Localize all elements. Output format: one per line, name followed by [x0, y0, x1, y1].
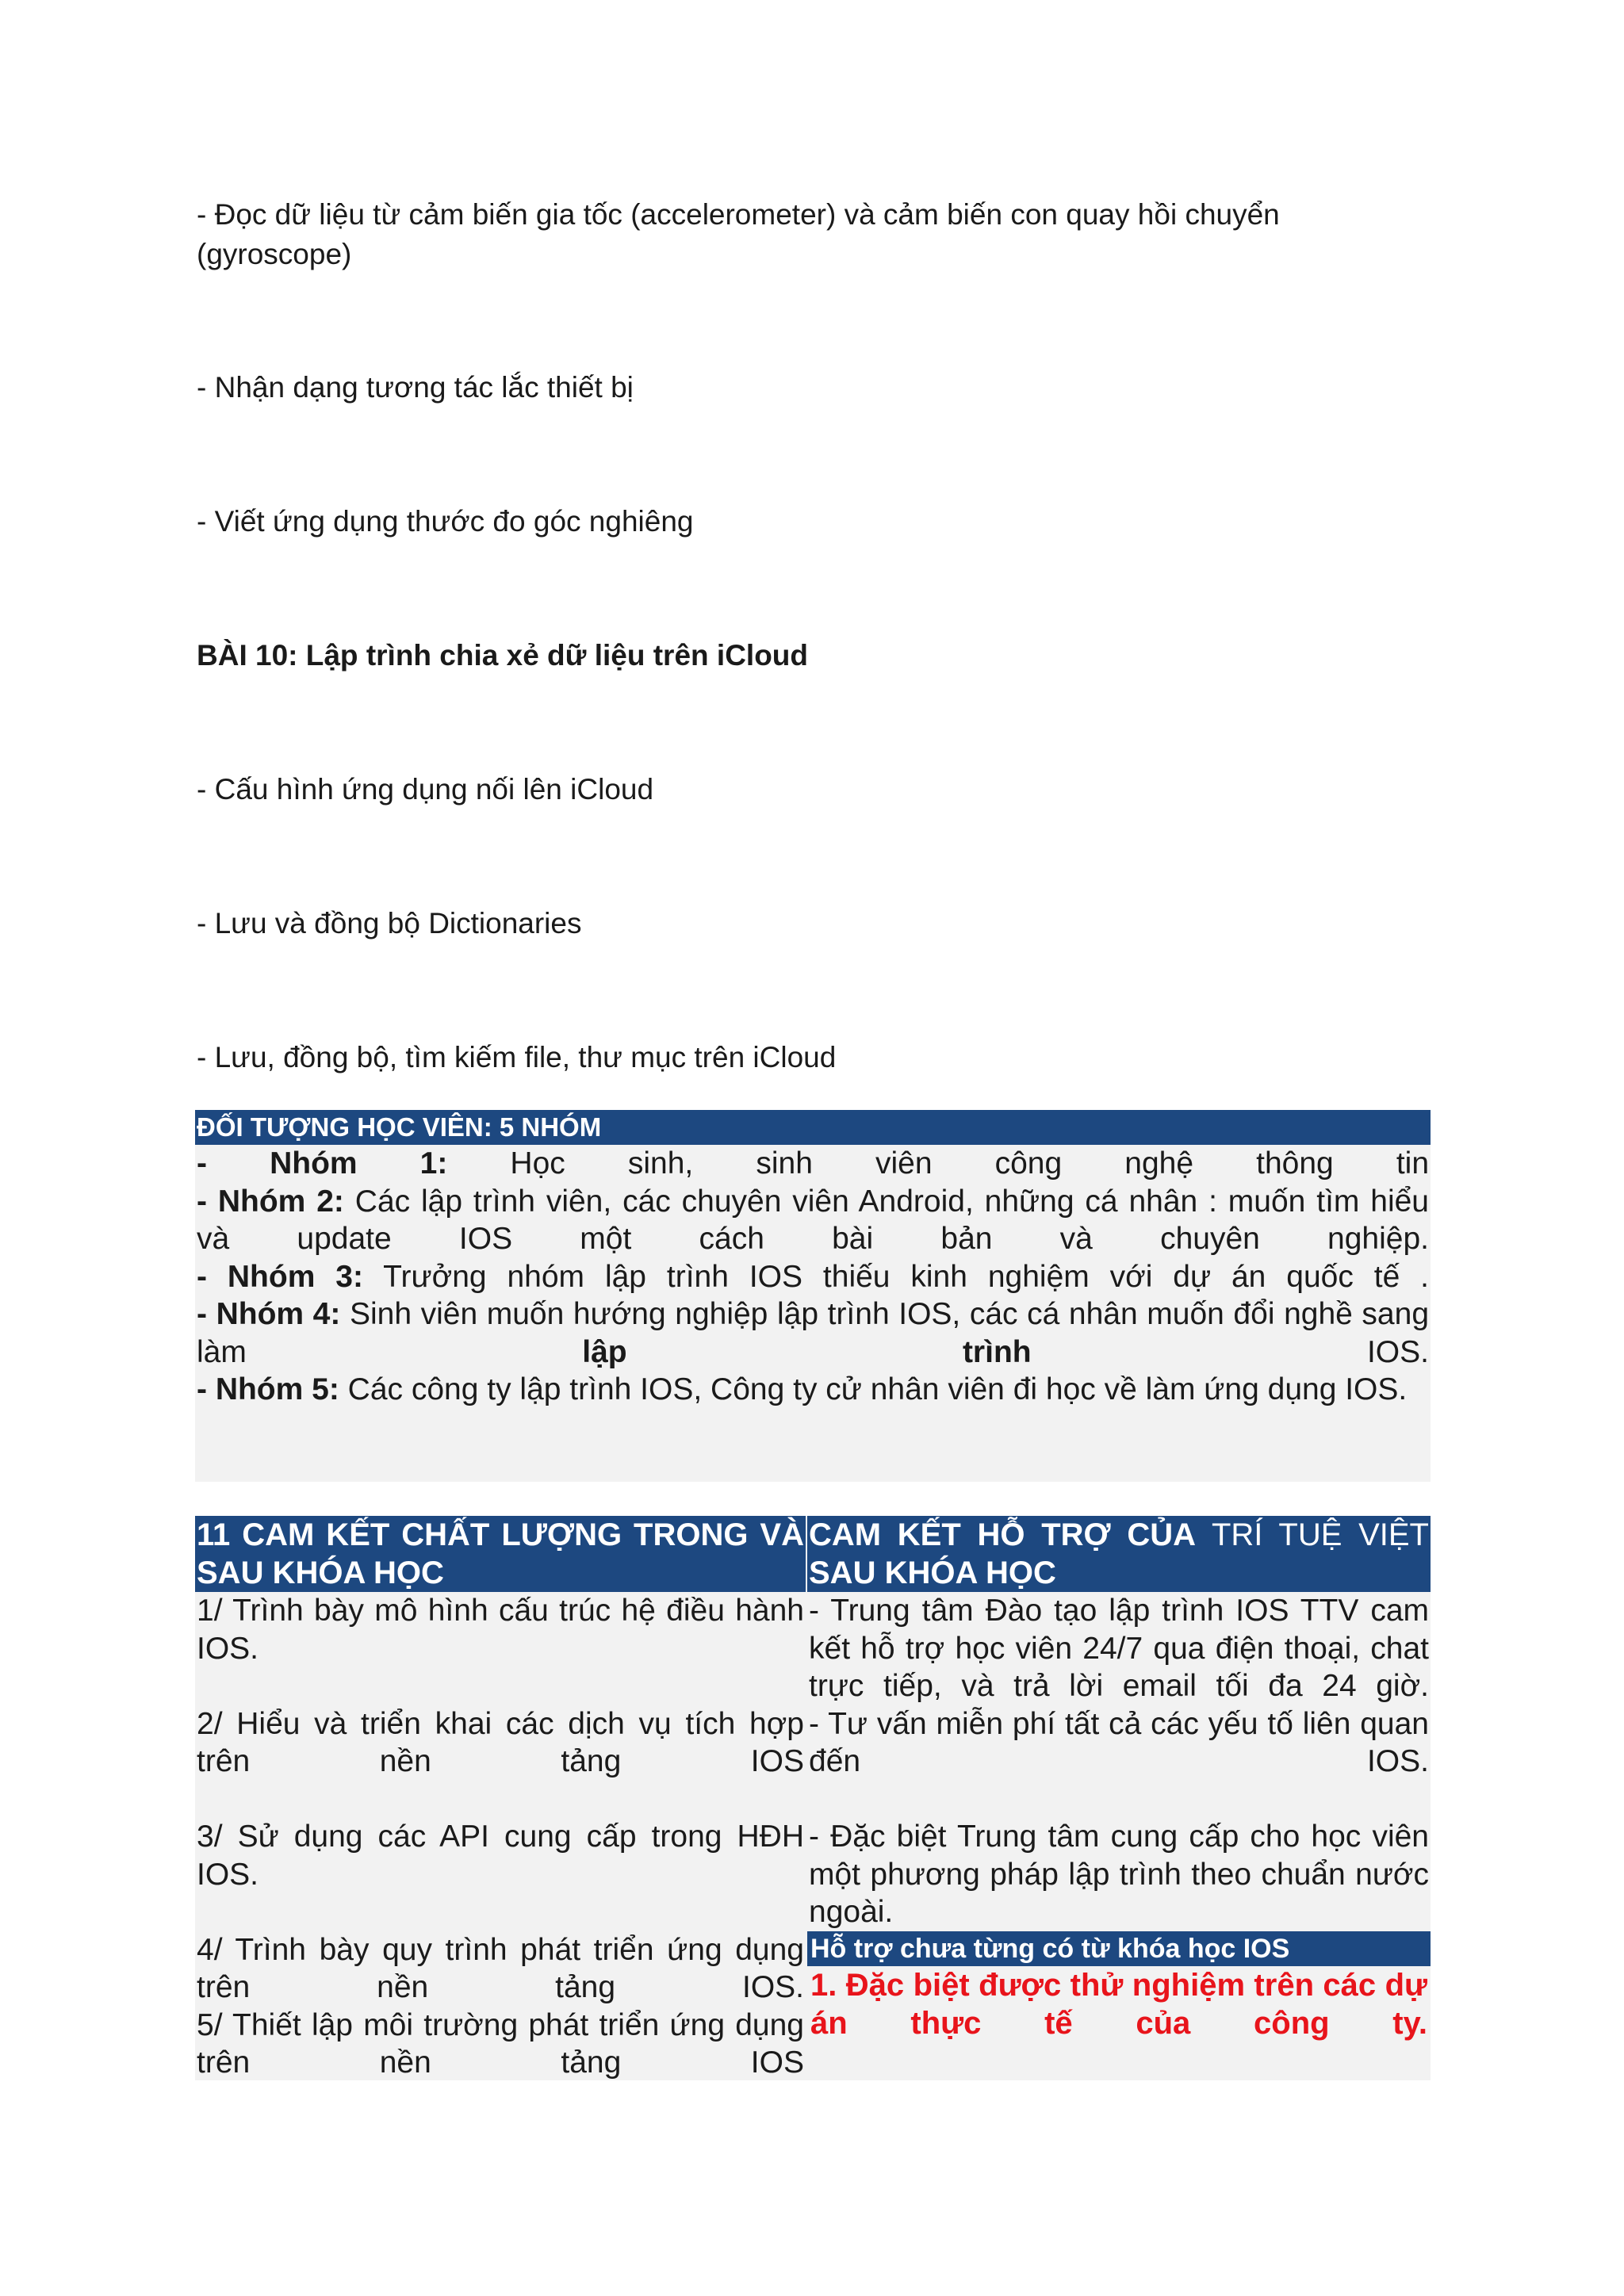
audience-group-3: - Nhóm 3: Trưởng nhóm lập trình IOS thiếu kinh nghiệm với dự án quốc tế .: [197, 1259, 1429, 1294]
lesson9-item-3: - Viết ứng dụng thước đo góc nghiêng: [197, 505, 694, 538]
audience-group-5: - Nhóm 5: Các công ty lập trình IOS, Công ty cử nhân viên đi học về làm ứng dụng IOS.: [197, 1372, 1408, 1406]
support-item-1: - Trung tâm Đào tạo lập trình IOS TTV cam kết hỗ trợ học viên 24/7 qua điện thoại, chat trực tiếp, và trả lời email tối đa 24 giờ.: [809, 1594, 1429, 1703]
audience-spacer: [195, 1409, 1431, 1482]
lesson10-item-1: - Cấu hình ứng dụng nối lên iCloud: [197, 773, 654, 806]
commitments-table: [195, 1516, 1431, 2080]
quality-commitment-list: [195, 1592, 806, 2082]
commitments-right-column: [807, 1516, 1431, 2042]
special-support-item: 1. Đặc biệt được thử nghiệm trên các dự án thực tế của công ty.: [810, 1967, 1427, 2041]
commitments-left-column: [195, 1516, 806, 2082]
quality-item-4: 4/ Trình bày quy trình phát triển ứng dụng trên nền tảng IOS.: [197, 1932, 804, 2004]
audience-heading: ĐỐI TƯỢNG HỌC VIÊN: 5 NHÓM: [195, 1110, 1431, 1145]
support-commitment-list: [807, 1592, 1431, 1931]
support-item-3: - Đặc biệt Trung tâm cung cấp cho học viên một phương pháp lập trình theo chuẩn nước ngoài.: [809, 1820, 1429, 1929]
support-item-2: - Tư vấn miễn phí tất cả các yếu tố liên quan đến IOS.: [809, 1706, 1429, 1778]
quality-item-1: 1/ Trình bày mô hình cấu trúc hệ điều hành IOS.: [197, 1594, 804, 1666]
lesson10-item-3: - Lưu, đồng bộ, tìm kiếm file, thư mục trên iCloud: [197, 1041, 837, 1073]
audience-group-4: - Nhóm 4: Sinh viên muốn hướng nghiệp lập trình IOS, các cá nhân muốn đổi nghề sang làm lập trình IOS.: [197, 1297, 1430, 1369]
support-commitment-heading: CAM KẾT HỖ TRỢ CỦA TRÍ TUỆ VIỆT SAU KHÓA HỌC: [809, 1517, 1429, 1590]
lesson10-item-2: - Lưu và đồng bộ Dictionaries: [197, 907, 582, 939]
lesson9-item-1: - Đọc dữ liệu từ cảm biến gia tốc (accelerometer) và cảm biến con quay hồi chuyển: [197, 198, 1280, 231]
quality-item-5: 5/ Thiết lập môi trường phát triển ứng dụng trên nền tảng IOS: [197, 2007, 804, 2080]
special-support-heading: Hỗ trợ chưa từng có từ khóa học IOS: [807, 1931, 1431, 1966]
lesson9-item-2: - Nhận dạng tương tác lắc thiết bị: [197, 371, 634, 404]
quality-item-3: 3/ Sử dụng các API cung cấp trong HĐH IOS.: [197, 1820, 804, 1892]
quality-item-2: 2/ Hiểu và triển khai các dịch vụ tích hợp trên nền tảng IOS: [197, 1706, 804, 1778]
audience-list: [195, 1145, 1431, 1409]
lesson9-item-1-cont: (gyroscope): [197, 238, 352, 270]
quality-commitment-heading: 11 CAM KẾT CHẤT LƯỢNG TRONG VÀ SAU KHÓA HỌC: [197, 1517, 804, 1590]
audience-group-1: - Nhóm 1: Học sinh, sinh viên công nghệ thông tin: [197, 1146, 1430, 1181]
audience-group-2: - Nhóm 2: Các lập trình viên, các chuyên viên Android, những cá nhân : muốn tìm hiểu và update IOS một cách bài bản và chuyên nghiệp.: [197, 1184, 1429, 1256]
lesson10-title: BÀI 10: Lập trình chia xẻ dữ liệu trên iCloud: [197, 639, 809, 672]
audience-section: [195, 1110, 1431, 1482]
